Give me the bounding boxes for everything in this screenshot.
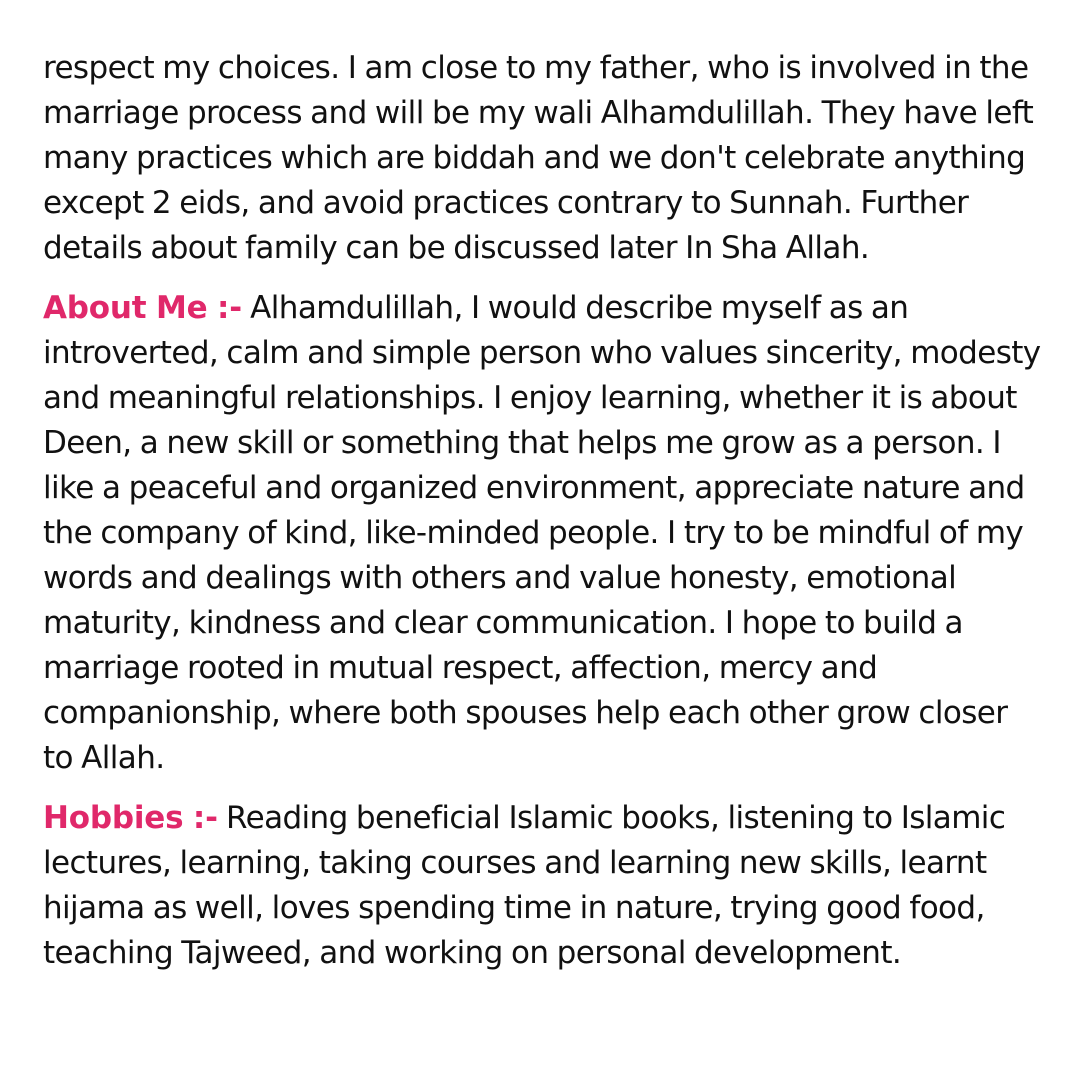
about-me-label: About Me :- (43, 290, 242, 326)
about-me-section (43, 286, 1043, 781)
family-paragraph-text: respect my choices. I am close to my father, who is involved in the marriage process and will be my wali Alhamdulillah. They have left many practices which are biddah and we don't celebrate anything except 2 eids, and avoid practices contrary to Sunnah. Further details about family can be discussed later In Sha Allah. (43, 50, 1034, 266)
family-paragraph (43, 46, 1043, 271)
profile-text-page (43, 46, 1043, 991)
about-me-text: Alhamdulillah, I would describe myself as an introverted, calm and simple person who values sincerity, modesty and meaningful relationships. I enjoy learning, whether it is about Deen, a new skill or something that helps me grow as a person. I like a peaceful and organized environment, appreciate nature and the company of kind, like-minded people. I try to be mindful of my words and dealings with others and value honesty, emotional maturity, kindness and clear communication. I hope to build a marriage rooted in mutual respect, affection, mercy and companionship, where both spouses help each other grow closer to Allah. (43, 290, 1041, 776)
hobbies-section (43, 796, 1043, 976)
hobbies-text: Reading beneficial Islamic books, listening to Islamic lectures, learning, taking courses and learning new skills, learnt hijama as well, loves spending time in nature, trying good food, teaching Tajweed, and working on personal development. (43, 800, 1006, 971)
hobbies-label: Hobbies :- (43, 800, 218, 836)
